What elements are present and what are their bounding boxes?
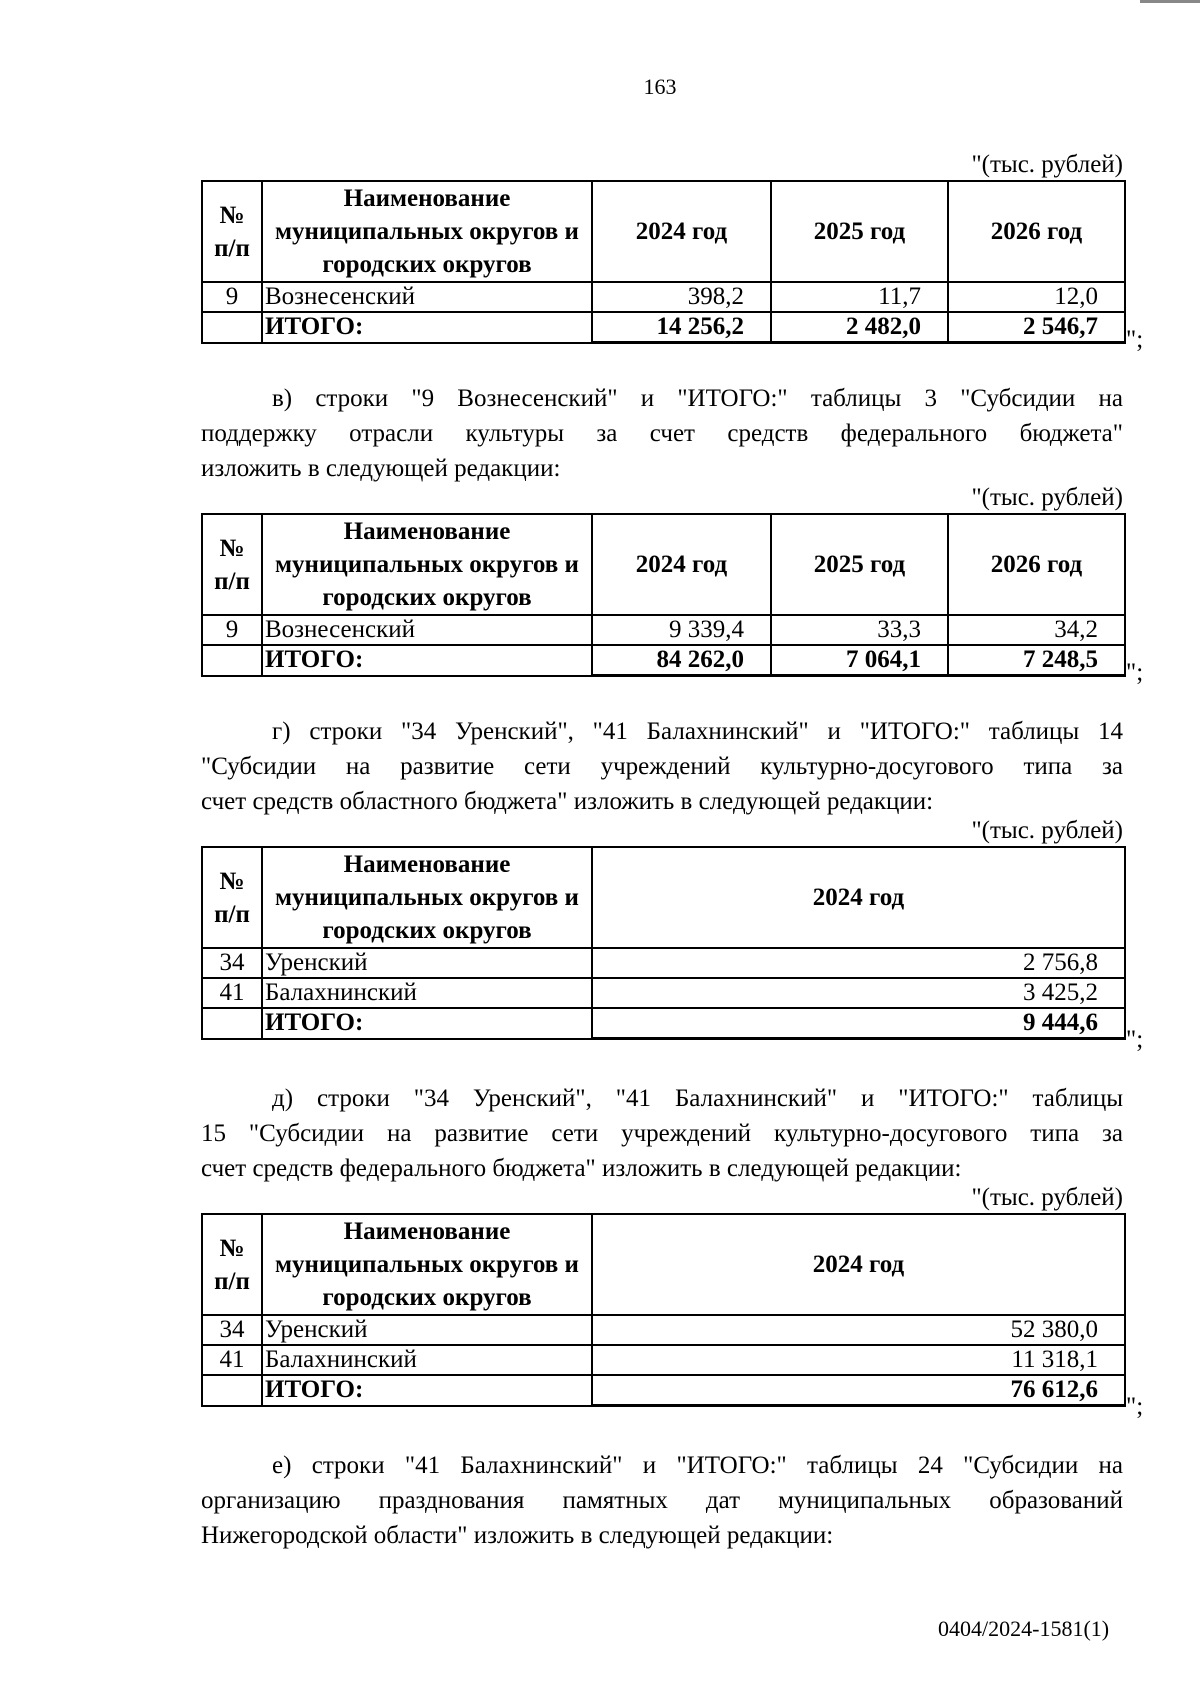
row-2025: 33,3: [771, 615, 948, 645]
table-2: [201, 513, 1126, 677]
row-2025: 11,7: [771, 282, 948, 312]
header-2026: 2026 год: [948, 514, 1125, 615]
row-2024: 3 425,2: [592, 978, 1125, 1008]
table-row: [202, 948, 1125, 978]
document-code: 0404/2024-1581(1): [938, 1616, 1110, 1641]
header-2024: 2024 год: [592, 847, 1125, 948]
row-name: Балахнинский: [262, 1345, 592, 1375]
paragraph-line: счет средств федерального бюджета" изложить в следующей редакции:: [201, 1155, 962, 1182]
row-terminator: ";: [1126, 659, 1144, 686]
paragraph-e: [201, 1448, 1123, 1553]
header-name: Наименование муниципальных округов и городских округов: [262, 847, 592, 948]
total-2026: 7 248,5: [948, 645, 1125, 676]
paragraph-line: организацию празднования памятных дат муниципальных образований: [201, 1487, 1123, 1514]
row-terminator: ";: [1126, 326, 1144, 353]
header-name: Наименование муниципальных округов и городских округов: [262, 1214, 592, 1315]
row-terminator: ";: [1126, 1026, 1144, 1053]
table-row: [202, 978, 1125, 1008]
total-2025: 7 064,1: [771, 645, 948, 676]
total-2024: 14 256,2: [592, 312, 771, 343]
row-num: 9: [202, 282, 262, 312]
row-2024: 11 318,1: [592, 1345, 1125, 1375]
paragraph-line: "Субсидии на развитие сети учреждений культурно-досугового типа за: [201, 753, 1123, 780]
row-2024: 9 339,4: [592, 615, 771, 645]
table-4: [201, 1213, 1126, 1407]
row-name: Уренский: [262, 948, 592, 978]
table-row: [202, 282, 1125, 312]
row-num: 41: [202, 1345, 262, 1375]
table-row: [202, 1345, 1125, 1375]
row-2026: 12,0: [948, 282, 1125, 312]
paragraph-v: [201, 381, 1123, 486]
row-2024: 2 756,8: [592, 948, 1125, 978]
header-2025: 2025 год: [771, 181, 948, 282]
total-row: [202, 1008, 1125, 1039]
total-num-empty: [202, 312, 262, 343]
header-name: Наименование муниципальных округов и городских округов: [262, 514, 592, 615]
table-header-row: [202, 847, 1125, 948]
paragraph-d: [201, 1081, 1123, 1186]
total-row: [202, 1375, 1125, 1406]
total-num-empty: [202, 645, 262, 676]
row-2024: 52 380,0: [592, 1315, 1125, 1345]
total-2026: 2 546,7: [948, 312, 1125, 343]
header-2024: 2024 год: [592, 1214, 1125, 1315]
total-label: ИТОГО:: [262, 645, 592, 676]
row-num: 34: [202, 948, 262, 978]
unit-label-2: "(тыс. рублей): [971, 484, 1123, 511]
row-num: 34: [202, 1315, 262, 1345]
paragraph-line: г) строки "34 Уренский", "41 Балахнинский" и "ИТОГО:" таблицы 14: [272, 718, 1123, 745]
total-num-empty: [202, 1008, 262, 1039]
total-2024: 9 444,6: [592, 1008, 1125, 1039]
total-num-empty: [202, 1375, 262, 1406]
table-header-row: [202, 181, 1125, 282]
total-label: ИТОГО:: [262, 1008, 592, 1039]
header-name: Наименование муниципальных округов и городских округов: [262, 181, 592, 282]
paragraph-line: е) строки "41 Балахнинский" и "ИТОГО:" таблицы 24 "Субсидии на: [272, 1452, 1123, 1479]
paragraph-line: поддержку отрасли культуры за счет средств федерального бюджета": [201, 420, 1123, 447]
table-1: [201, 180, 1126, 344]
total-2025: 2 482,0: [771, 312, 948, 343]
row-name: Балахнинский: [262, 978, 592, 1008]
row-2026: 34,2: [948, 615, 1125, 645]
row-terminator: ";: [1126, 1393, 1144, 1420]
paragraph-line: д) строки "34 Уренский", "41 Балахнинский" и "ИТОГО:" таблицы: [272, 1085, 1123, 1112]
header-2025: 2025 год: [771, 514, 948, 615]
total-2024: 84 262,0: [592, 645, 771, 676]
row-name: Вознесенский: [262, 282, 592, 312]
corner-scan-mark: [1140, 0, 1200, 3]
paragraph-line: 15 "Субсидии на развитие сети учреждений культурно-досугового типа за: [201, 1120, 1123, 1147]
paragraph-line: Нижегородской области" изложить в следующей редакции:: [201, 1522, 834, 1549]
table-3: [201, 846, 1126, 1040]
header-num: № п/п: [202, 1214, 262, 1315]
paragraph-g: [201, 714, 1123, 819]
header-num: № п/п: [202, 847, 262, 948]
table-header-row: [202, 514, 1125, 615]
table-row: [202, 615, 1125, 645]
total-row: [202, 645, 1125, 676]
row-name: Уренский: [262, 1315, 592, 1345]
total-label: ИТОГО:: [262, 1375, 592, 1406]
header-2024: 2024 год: [592, 514, 771, 615]
total-label: ИТОГО:: [262, 312, 592, 343]
paragraph-line: счет средств областного бюджета" изложить в следующей редакции:: [201, 788, 934, 815]
row-num: 9: [202, 615, 262, 645]
page-number: 163: [643, 74, 677, 99]
table-header-row: [202, 1214, 1125, 1315]
row-num: 41: [202, 978, 262, 1008]
row-name: Вознесенский: [262, 615, 592, 645]
paragraph-line: в) строки "9 Вознесенский" и "ИТОГО:" таблицы 3 "Субсидии на: [272, 385, 1123, 412]
unit-label-1: "(тыс. рублей): [971, 151, 1123, 178]
header-num: № п/п: [202, 181, 262, 282]
header-num: № п/п: [202, 514, 262, 615]
header-2026: 2026 год: [948, 181, 1125, 282]
row-2024: 398,2: [592, 282, 771, 312]
table-row: [202, 1315, 1125, 1345]
total-row: [202, 312, 1125, 343]
unit-label-3: "(тыс. рублей): [971, 817, 1123, 844]
header-2024: 2024 год: [592, 181, 771, 282]
total-2024: 76 612,6: [592, 1375, 1125, 1406]
paragraph-line: изложить в следующей редакции:: [201, 455, 561, 482]
unit-label-4: "(тыс. рублей): [971, 1184, 1123, 1211]
